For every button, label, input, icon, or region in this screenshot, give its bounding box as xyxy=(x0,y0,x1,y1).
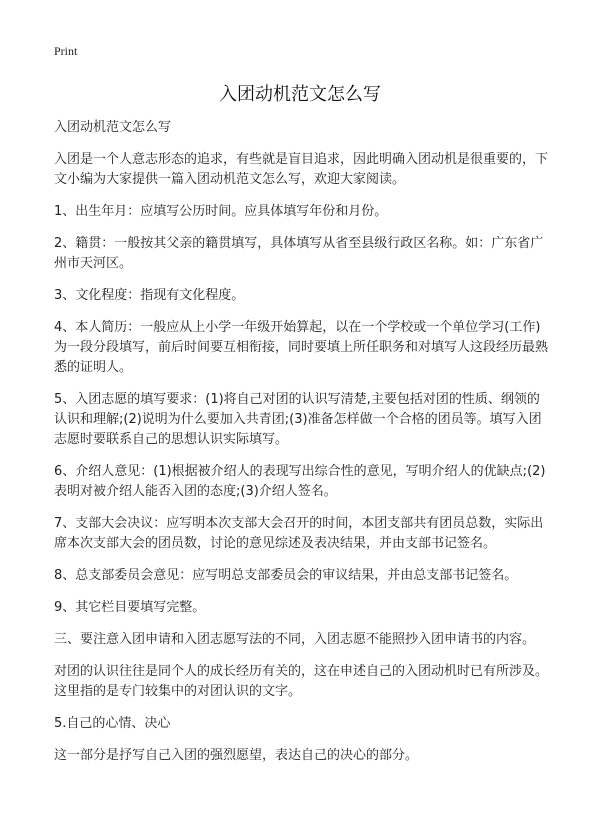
item-native-place: 2、籍贯：一般按其父亲的籍贯填写，具体填写从省至县级行政区名称。如：广东省广州市天河区。 xyxy=(54,236,544,271)
item-branch-resolution: 7、支部大会决议：应写明本次支部大会召开的时间，本团支部共有团员总数，实际出席本次支部大会的团员数，讨论的意见综述及表决结果，并由支部书记签名。 xyxy=(54,516,544,551)
item-aspiration: 5、入团志愿的填写要求：(1)将自己对团的认识写清楚,主要包括对团的性质、纲领的认识和理解;(2)说明为什么要加入共青团;(3)准备怎样做一个合格的团员等。填写入团志愿时要联系自己的思想认识实际填写。 xyxy=(54,392,542,447)
item-education: 3、文化程度：指现有文化程度。 xyxy=(54,288,245,303)
document-body xyxy=(54,118,548,778)
item-other-fields: 9、其它栏目要填写完整。 xyxy=(54,600,206,615)
item-general-branch-opinion: 8、总支部委员会意见：应写明总支部委员会的审议结果，并由总支部书记签名。 xyxy=(54,568,518,583)
subtitle-paragraph: 入团动机范文怎么写 xyxy=(54,120,172,135)
item-resume: 4、本人简历：一般应从上小学一年级开始算起，以在一个学校或一个单位学习(工作)为一段分段填写，前后时间要互相衔接，同时要填上所任职务和对填写人这段经历最熟悉的证明人。 xyxy=(54,320,549,375)
feelings-paragraph: 这一部分是抒写自己入团的强烈愿望，表达自己的决心的部分。 xyxy=(54,748,419,763)
intro-paragraph: 入团是一个人意志形态的追求，有些就是盲目追求，因此明确入团动机是很重要的，下文小编为大家提供一篇入团动机范文怎么写，欢迎大家阅读。 xyxy=(54,152,549,187)
item-referee-opinion: 6、介绍人意见：(1)根据被介绍人的表现写出综合性的意见，写明介绍人的优缺点;(2)表明对被介绍人能否入团的态度;(3)介绍人签名。 xyxy=(54,464,546,499)
heading-feelings: 5.自己的心情、决心 xyxy=(54,716,171,731)
section-three-paragraph: 三、要注意入团申请和入团志愿写法的不同，入团志愿不能照抄入团申请书的内容。 xyxy=(54,632,536,647)
understanding-paragraph: 对团的认识往往是同个人的成长经历有关的，这在申述自己的入团动机时已有所涉及。这里指的是专门较集中的对团认识的文字。 xyxy=(54,664,549,699)
document-title: 入团动机范文怎么写 xyxy=(219,84,381,105)
print-link[interactable]: Print xyxy=(54,44,78,58)
item-birth-date: 1、出生年月：应填写公历时间。应具体填写年份和月份。 xyxy=(54,204,388,219)
